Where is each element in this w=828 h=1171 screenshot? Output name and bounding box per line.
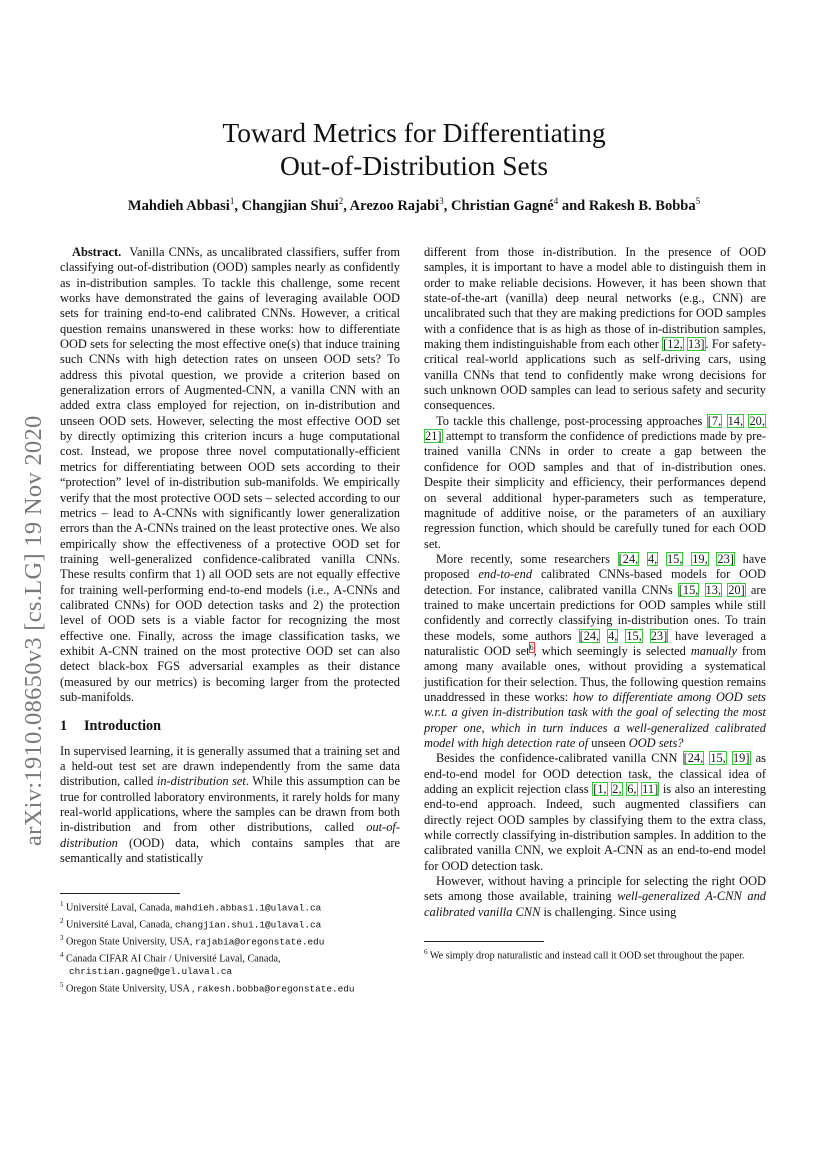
emphasis: end-to-end: [478, 567, 533, 582]
citation-link[interactable]: 20,: [749, 413, 765, 428]
footnote: [60, 932, 400, 949]
email-link[interactable]: rajabia@oregonstate.edu: [194, 936, 325, 948]
footnote-mark: 4: [60, 950, 64, 959]
author-separator: ,: [234, 197, 242, 214]
citation-link[interactable]: [15,: [678, 582, 699, 597]
citation-link[interactable]: [24,: [579, 628, 600, 643]
text: However, without having a principle for selecting the right OOD sets among those available, training: [424, 874, 766, 904]
footnote-text: Oregon State University, USA,: [66, 936, 195, 948]
section-title: Introduction: [84, 718, 161, 735]
citation-link[interactable]: 4,: [608, 628, 618, 643]
email-link[interactable]: rakesh.bobba@oregonstate.edu: [196, 982, 355, 994]
text: attempt to transform the confidence of predictions made by pre-trained vanilla CNNs in order to create a gap between the confidence for OOD samples and that of in-distribution ones. Despite their simplicity and efficiency, their performances depend on several additional hyper-parameters such as temperature, magnitude of additive noise, or the parameters of an auxiliary regression function, which should be carefully tuned for each OOD set.: [424, 429, 766, 551]
intro-paragraph-1: [60, 744, 400, 867]
footnote: [60, 979, 400, 996]
author-name: Arezoo Rajabi: [349, 197, 440, 214]
footnote-mark: 2: [60, 916, 64, 925]
citation-link[interactable]: 13,: [705, 582, 722, 597]
citation-link[interactable]: 23]: [717, 551, 734, 566]
email-link[interactable]: mahdieh.abbasi.1@ulaval.ca: [174, 902, 322, 914]
citation-link[interactable]: 23]: [650, 628, 668, 643]
footnote-text: Canada CIFAR AI Chair / Université Laval, Canada,: [66, 953, 281, 965]
footnote-text: We simply drop naturalistic and instead call it OOD set throughout the paper.: [429, 950, 745, 962]
citation-link[interactable]: [12,: [663, 337, 683, 352]
emphasis: manually: [690, 643, 737, 658]
citation-link[interactable]: [7,: [707, 413, 722, 428]
citation-link[interactable]: 20]: [728, 582, 745, 597]
text: different from those in-distribution. In the presence of OOD samples, it is important to have a model able to distinguish them in order to make reliable decisions. However, it has been shown that state-of-the-art (vanilla) deep neural networks (e.g., CNN) are uncalibrated such that they are making predictions for OOD samples with a confidence that is as high as those of in-distribution samples, making them indistinguishable from each other: [424, 245, 766, 352]
arxiv-identifier: arXiv:1910.08650v3 [cs.LG] 19 Nov 2020: [20, 415, 47, 846]
email-link[interactable]: christian.gagne@gel.ulaval.ca: [69, 965, 233, 977]
text: have leveraged a naturalistic OOD set: [424, 628, 766, 658]
citation-link[interactable]: 4,: [647, 551, 658, 566]
footnote-mark: 6: [424, 948, 428, 956]
footnote-text: Université Laval, Canada,: [66, 902, 175, 914]
footnote-mark: 5: [60, 980, 64, 989]
text: have proposed: [424, 551, 766, 582]
citation-link[interactable]: 15,: [710, 751, 726, 766]
author-affiliation-mark[interactable]: 1: [229, 196, 235, 206]
text: from among many available ones, without providing a systematical justification for their selection. Thus, the following question remains unaddressed in these works:: [424, 643, 766, 704]
footnote-6: [424, 941, 766, 963]
affiliation-footnotes: [60, 893, 400, 996]
emphasis: how to differentiate among OOD sets w.r.t. a given in-distribution task with the goal of selecting the most proper one, which in turn induces a well-generalized calibrated model with high detection rate of: [424, 689, 766, 750]
author-affiliation-mark[interactable]: 5: [695, 196, 701, 206]
author-affiliation-mark[interactable]: 3: [439, 196, 444, 206]
text: unseen: [588, 736, 629, 750]
footnote-text: Université Laval, Canada,: [66, 919, 175, 931]
citation-link[interactable]: 15,: [666, 551, 683, 566]
author-separator: ,: [443, 197, 451, 214]
footnote-rule: [60, 893, 180, 894]
text: is challenging. Since using: [540, 904, 677, 919]
citation-link[interactable]: 19]: [732, 751, 750, 766]
title-line-2: Out-of-Distribution Sets: [279, 150, 549, 181]
footnote: [60, 898, 400, 915]
footnote: [60, 949, 400, 966]
footnote: [60, 915, 400, 932]
emphasis: OOD sets?: [628, 736, 684, 750]
text: In supervised learning, it is generally assumed that a training set and a held-out test set are drawn independently from the same data distribution, called: [60, 743, 400, 789]
intro-paragraph-3: [424, 552, 766, 751]
text: (OOD) data, which contains samples that are semantically and statistically: [60, 835, 400, 866]
author-name: Rakesh B. Bobba: [588, 197, 696, 214]
citation-link[interactable]: 15,: [626, 628, 642, 643]
citation-link[interactable]: 2,: [612, 782, 622, 797]
citation-link[interactable]: 11]: [642, 782, 659, 797]
citation-link[interactable]: 13]: [688, 337, 705, 352]
text: calibrated CNNs-based models for OOD detection. For instance, calibrated vanilla CNNs: [424, 567, 766, 597]
abstract-label: Abstract.: [72, 245, 122, 259]
text: as end-to-end model for OOD detection task, the classical idea of adding an explicit rejection class: [424, 751, 766, 797]
citation-link[interactable]: [24,: [618, 551, 639, 566]
text: , which seemingly is selected: [533, 643, 691, 658]
citation-link[interactable]: 21]: [425, 429, 442, 444]
citation-link[interactable]: [24,: [683, 751, 704, 766]
citation-link[interactable]: 19,: [692, 551, 708, 566]
right-column: [424, 245, 766, 920]
author-name: Changjian Shui: [241, 197, 339, 214]
email-link[interactable]: changjian.shui.1@ulaval.ca: [174, 919, 322, 931]
text: are trained to make uncertain predictions for OOD samples while still confidently and correctly classifying in-distribution ones. To train these models, some authors: [424, 582, 766, 643]
author-affiliation-mark[interactable]: 4: [553, 196, 559, 206]
emphasis: well-generalized A-CNN and calibrated vanilla CNN: [424, 889, 766, 919]
citation-link[interactable]: 14,: [727, 413, 744, 428]
section-number: 1: [60, 718, 68, 735]
author-list: [0, 196, 828, 215]
footnote-continuation: [60, 966, 400, 979]
text: . For safety-critical real-world applications such as self-driving cars, using vanilla CNNs that tend to confidently make wrong decisions for such unknown OOD samples can lead to serious safety and security consequences.: [424, 337, 766, 413]
paper-title: [0, 116, 828, 182]
citation-link[interactable]: 6,: [627, 782, 637, 797]
text: Besides the confidence-calibrated vanilla CNN: [436, 751, 683, 766]
footnote: [424, 946, 766, 963]
author-name: Mahdieh Abbasi: [127, 197, 230, 214]
footnote-mark: 1: [60, 900, 64, 908]
author-separator: and: [558, 197, 589, 214]
intro-paragraph-5: [424, 874, 766, 920]
author-separator: ,: [343, 197, 350, 214]
intro-paragraph-1-continued: [424, 245, 766, 414]
text: More recently, some researchers: [436, 551, 618, 566]
emphasis: out-of-distribution: [60, 820, 400, 850]
section-heading: [60, 719, 400, 734]
intro-paragraph-4: [424, 751, 766, 874]
footnote-link[interactable]: 6: [529, 642, 534, 652]
author-affiliation-mark[interactable]: 2: [338, 196, 344, 206]
title-line-1: Toward Metrics for Differentiating: [222, 117, 606, 148]
citation-link[interactable]: [1,: [593, 782, 607, 797]
footnote-mark: 3: [60, 933, 64, 942]
emphasis: in-distribution set: [156, 774, 246, 789]
abstract: [60, 245, 400, 705]
text: To tackle this challenge, post-processing approaches: [436, 413, 707, 428]
left-column: [60, 245, 400, 866]
footnote-text: Oregon State University, USA ,: [66, 982, 197, 994]
text: is also an interesting end-to-end approach. Indeed, such augmented classifiers can directly reject OOD samples by classifying them to the extra class, while correctly classifying in-distribution samples. In addition to the calibrated vanilla CNN, we exploit A-CNN as an end-to-end model for OOD detection task.: [424, 782, 766, 873]
author-name: Christian Gagné: [450, 197, 554, 214]
footnote-rule: [424, 941, 544, 942]
intro-paragraph-2: [424, 414, 766, 552]
text: . While this assumption can be true for controlled laboratory environments, it rarely holds for many real-world applications, where the samples can be drawn from both in-distribution and from other distributions, called: [60, 774, 400, 835]
abstract-text: Vanilla CNNs, as uncalibrated classifiers, suffer from classifying out-of-distribution (OOD) samples nearly as confidently as in-distribution samples. To tackle this challenge, some recent works have demonstrated the gains of leveraging available OOD sets for training end-to-end calibrated CNNs. However, a critical question remains unanswered in these works: how to differentiate OOD sets for selecting the most effective one(s) that induce training such CNNs with high detection rates on unseen OOD sets? To address this pivotal question, we provide a criterion based on generalization errors of Augmented-CNN, a vanilla CNN with an added extra class employed for rejection, on in-distribution and unseen OOD sets. However, selecting the most effective OOD set by directly optimizing this criterion incurs a huge computational cost. Instead, we propose three novel computationally-efficient metrics for differentiating between OOD sets according to their “protection” level of in-distribution sub-manifolds. We empirically verify that the most protective OOD sets – selected according to our metrics – lead to A-CNNs with significantly lower generalization errors than the A-CNNs trained on the least protective ones. We also empirically show the effectiveness of a protective OOD set for training well-generalized confidence-calibrated vanilla CNNs. These results confirm that 1) all OOD sets are not equally effective for training well-performing end-to-end models (i.e., A-CNNs and calibrated CNNs) for OOD detection tasks and 2) the protection level of OOD sets is a viable factor for recognizing the most effective one. Finally, across the image classification tasks, we exhibit A-CNN trained on the most protective OOD set can also detect black-box FGS adversarial examples as their distance (measured by our metrics) is becoming larger from the protected sub-manifolds.: [60, 245, 401, 704]
